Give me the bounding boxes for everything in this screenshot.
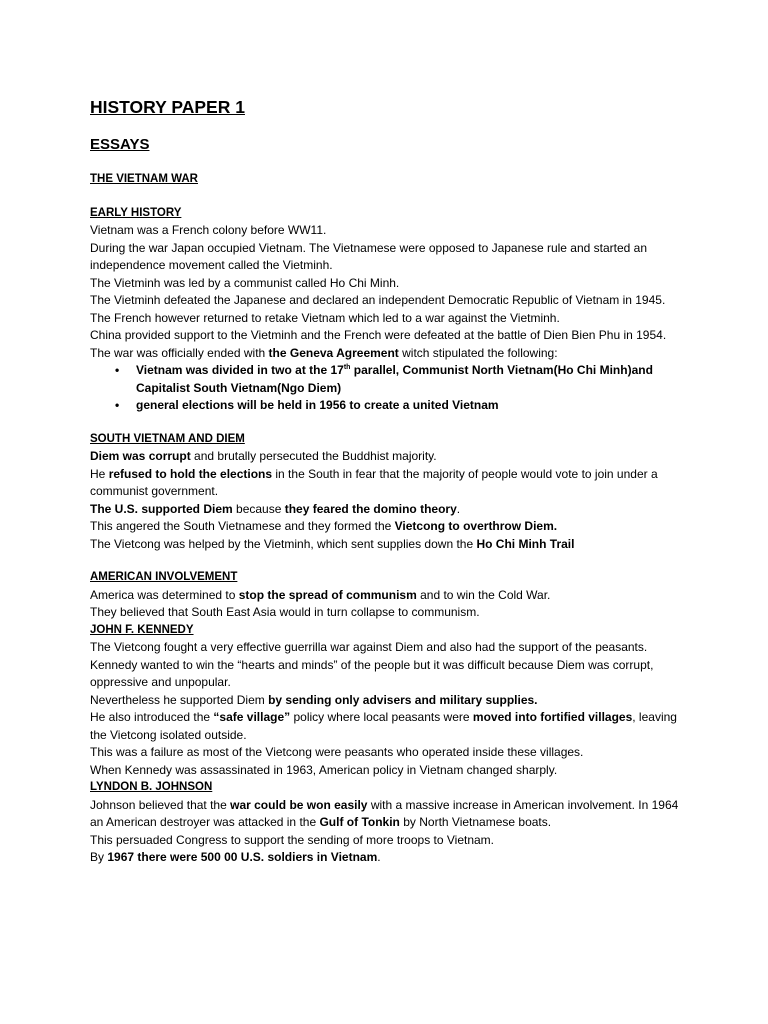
text-run: Vietnam was divided in two at the 17 <box>136 363 344 377</box>
bullet-list <box>90 362 690 415</box>
text-run: By <box>90 850 108 864</box>
text-run: . <box>377 850 381 864</box>
text-run: Nevertheless he supported Diem <box>90 692 269 707</box>
bold-text: they feared the domino theory <box>284 501 457 516</box>
paragraph <box>90 797 690 832</box>
paragraph: Kennedy wanted to win the “hearts and minds” of the people but it was difficult because Diem was corrupt, oppressive and unpopular. <box>90 657 654 689</box>
paragraph: This persuaded Congress to support the sending of more troops to Vietnam. <box>90 832 495 847</box>
bold-text: refused to hold the elections <box>108 466 273 481</box>
paragraph: This was a failure as most of the Vietcong were peasants who operated inside these villages. <box>90 745 584 759</box>
bold-text: Gulf of Tonkin <box>319 815 400 829</box>
paragraph <box>90 448 690 466</box>
paragraph: Vietnam was a French colony before WW11. <box>90 223 327 237</box>
bullet-icon: • <box>115 363 120 377</box>
section-heading-early-history: EARLY HISTORY <box>90 206 182 219</box>
text-run: He also introduced the <box>90 710 214 724</box>
bold-text: Diem was corrupt <box>90 449 191 463</box>
bold-text: war could be won easily <box>230 797 368 812</box>
bold-text: The U.S. supported Diem <box>90 501 233 516</box>
bullet-icon: • <box>115 398 120 412</box>
bold-text: by sending only advisers and military supplies. <box>268 692 538 707</box>
section-heading-johnson: LYNDON B. JOHNSON <box>90 781 213 793</box>
paragraph: When Kennedy was assassinated in 1963, American policy in Vietnam changed sharply. <box>90 762 558 777</box>
text-run: general elections will be held in 1956 to create a united Vietnam <box>136 398 499 412</box>
text-run: parallel, Communist North Vietnam(Ho Chi Minh)and Capitalist South Vietnam(Ngo Diem) <box>136 363 653 395</box>
bullet-item <box>115 362 690 397</box>
text-run: The war was officially ended with <box>90 345 269 360</box>
bold-text: the Geneva Agreement <box>268 345 399 360</box>
text-run: by North Vietnamese boats. <box>399 815 552 829</box>
paragraph <box>90 345 690 363</box>
text-run: and brutally persecuted the Buddhist majority. <box>190 449 437 463</box>
bold-text: Ho Chi Minh Trail <box>476 536 575 551</box>
text-run: The Vietcong was helped by the Vietminh, which sent supplies down the <box>90 536 477 551</box>
paragraph: They believed that South East Asia would in turn collapse to communism. <box>90 605 480 619</box>
section-heading-american-involvement: AMERICAN INVOLVEMENT <box>90 571 238 583</box>
paragraph <box>90 849 690 867</box>
paragraph: During the war Japan occupied Vietnam. The Vietnamese were opposed to Japanese rule and started an independence movement called the Vietminh. <box>90 240 648 272</box>
paragraph <box>90 536 690 554</box>
paragraph <box>90 587 690 605</box>
document-subtitle: ESSAYS <box>90 136 150 153</box>
topic-heading: THE VIETNAM WAR <box>90 173 198 185</box>
text-run: This angered the South Vietnamese and they formed the <box>90 519 395 533</box>
paragraph: The Vietminh defeated the Japanese and declared an independent Democratic Republic of Vietnam in 1945. <box>90 293 666 307</box>
bullet-item <box>115 397 690 415</box>
bold-text: stop the spread of communism <box>238 587 417 602</box>
bold-text: Vietcong to overthrow Diem. <box>394 519 558 533</box>
text-run: He <box>90 466 109 481</box>
paragraph: The Vietcong fought a very effective guerrilla war against Diem and also had the support of the peasants. <box>90 640 648 654</box>
text-run: Johnson believed that the <box>90 797 231 812</box>
text-run: , leaving the Vietcong isolated outside. <box>90 710 677 742</box>
document-body <box>90 96 690 867</box>
text-run: and to win the Cold War. <box>416 587 551 602</box>
paragraph <box>90 692 690 710</box>
text-run: witch stipulated the following: <box>398 345 558 360</box>
text-run: . <box>456 501 461 516</box>
text-run: America was determined to <box>90 587 239 602</box>
paragraph <box>90 466 690 501</box>
text-run: with a massive increase in American involvement. In 1964 an American destroyer was attacked in the <box>90 797 679 829</box>
paragraph <box>90 501 690 519</box>
superscript: th <box>343 364 351 371</box>
section-heading-kennedy: JOHN F. KENNEDY <box>90 623 194 636</box>
bold-text: moved into fortified villages <box>472 710 633 724</box>
paragraph: The French however returned to retake Vietnam which led to a war against the Vietminh. <box>90 310 560 325</box>
paragraph <box>90 709 690 744</box>
text-run: in the South in fear that the majority of people would vote to join under a communist government. <box>90 466 658 498</box>
text-run: policy where local peasants were <box>290 710 473 724</box>
section-heading-south-vietnam: SOUTH VIETNAM AND DIEM <box>90 432 245 445</box>
paragraph: China provided support to the Vietminh and the French were defeated at the battle of Dien Bien Phu in 1954. <box>90 328 667 342</box>
paragraph: The Vietminh was led by a communist called Ho Chi Minh. <box>90 275 400 290</box>
bold-text: 1967 there were 500 00 U.S. soldiers in Vietnam <box>107 850 378 864</box>
text-run: because <box>232 501 285 516</box>
document-title: HISTORY PAPER 1 <box>90 97 245 117</box>
bold-text: “safe village” <box>213 710 291 724</box>
paragraph <box>90 518 690 536</box>
